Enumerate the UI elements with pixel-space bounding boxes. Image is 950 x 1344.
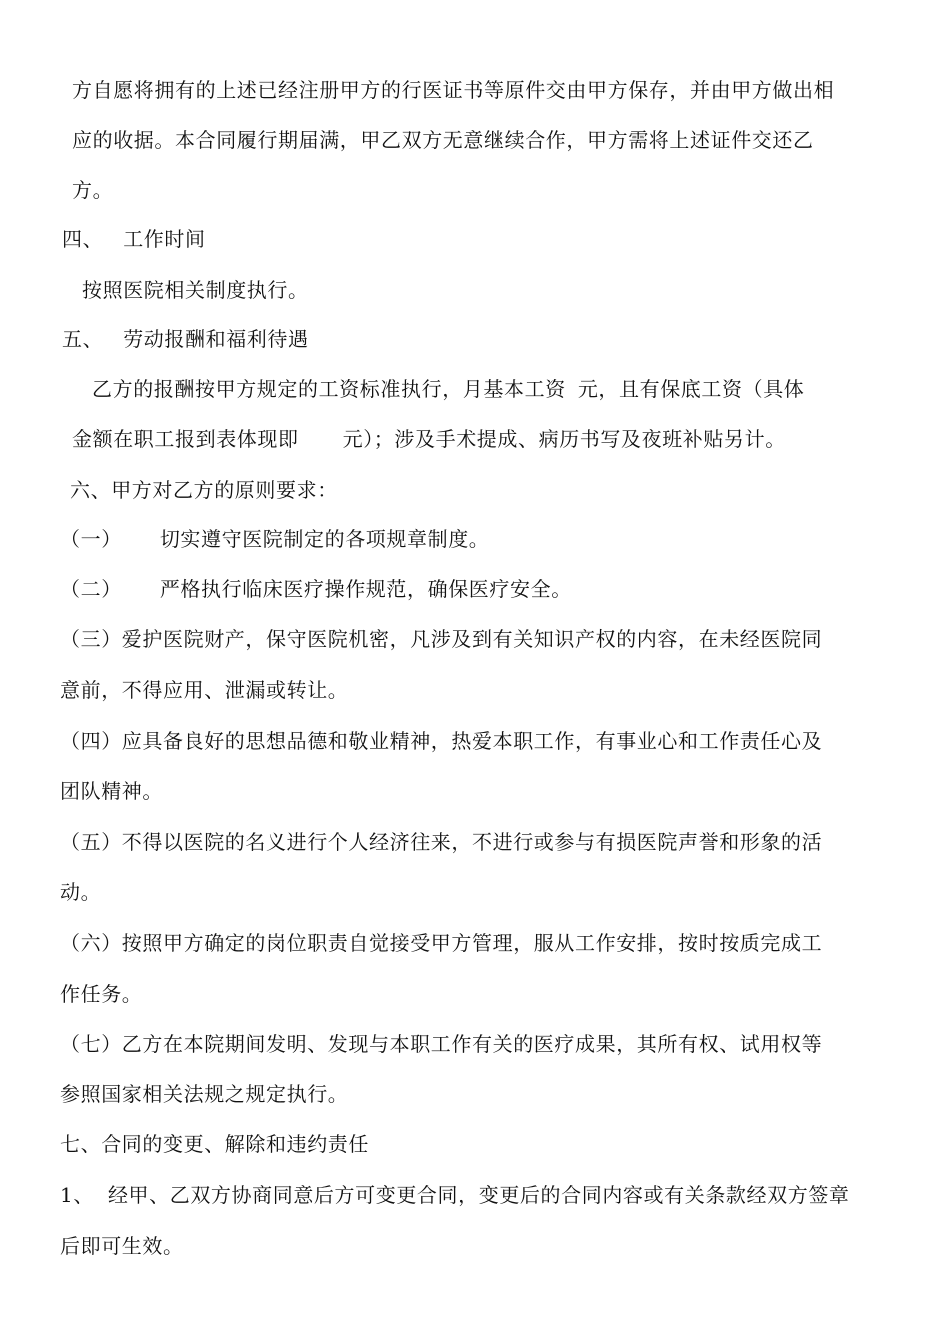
section-title: 六、甲方对乙方的原则要求： (70, 478, 338, 502)
section-title: 七、合同的变更、解除和违约责任 (60, 1132, 369, 1156)
paragraph-line (92, 376, 804, 402)
paragraph-line (72, 77, 834, 103)
clause-item-continued (60, 1233, 184, 1259)
list-item (60, 576, 572, 602)
list-text: 参照国家相关法规之规定执行。 (60, 1082, 349, 1106)
list-text: 作任务。 (60, 982, 143, 1006)
list-item (60, 526, 489, 552)
section-title: 工作时间 (123, 227, 206, 251)
list-text: （七）乙方在本院期间发明、发现与本职工作有关的医疗成果，其所有权、试用权等 (60, 1032, 823, 1056)
clause-number: 1、 (60, 1183, 94, 1207)
section-number: 五、 (62, 327, 104, 351)
list-text: （三）爱护医院财产，保守医院机密，凡涉及到有关知识产权的内容，在未经医院同 (60, 627, 823, 651)
section-heading-4 (62, 226, 206, 252)
list-text: 团队精神。 (60, 779, 163, 803)
list-item (60, 728, 822, 754)
clause-item (60, 1182, 850, 1208)
line-text: 乙方的报酬按甲方规定的工资标准执行，月基本工资 (92, 377, 566, 401)
list-number: （二） (60, 577, 122, 601)
list-number: （一） (60, 527, 122, 551)
section-title: 劳动报酬和福利待遇 (123, 327, 309, 351)
line-text: 元，且有保底工资（具体 (577, 377, 805, 401)
list-text: 意前，不得应用、泄漏或转让。 (60, 678, 349, 702)
list-item-continued (60, 981, 142, 1007)
line-text: 应的收据。本合同履行期届满，甲乙双方无意继续合作，甲方需将上述证件交还乙 (72, 128, 814, 152)
paragraph-line (72, 426, 786, 452)
section-heading-6 (70, 477, 338, 503)
list-text: 切实遵守医院制定的各项规章制度。 (159, 527, 490, 551)
list-item (60, 829, 822, 855)
line-text: 方自愿将拥有的上述已经注册甲方的行医证书等原件交由甲方保存，并由甲方做出相 (72, 78, 835, 102)
line-text: 方。 (72, 178, 114, 202)
section-heading-5 (62, 326, 309, 352)
paragraph-line (82, 277, 309, 303)
list-item-continued (60, 677, 348, 703)
line-text: 元）；涉及手术提成、病历书写及夜班补贴另计。 (342, 427, 786, 451)
line-text: 金额在职工报到表体现即 (72, 427, 299, 451)
clause-text: 经甲、乙双方协商同意后方可变更合同，变更后的合同内容或有关条款经双方签章 (107, 1183, 850, 1207)
list-text: （四）应具备良好的思想品德和敬业精神，热爱本职工作，有事业心和工作责任心及 (60, 729, 823, 753)
section-heading-7 (60, 1131, 369, 1157)
list-item (60, 626, 822, 652)
paragraph-line (72, 127, 814, 153)
list-item-continued (60, 879, 101, 905)
list-item-continued (60, 1081, 348, 1107)
list-text: （六）按照甲方确定的岗位职责自觉接受甲方管理，服从工作安排，按时按质完成工 (60, 931, 823, 955)
list-item (60, 1031, 822, 1057)
clause-text: 后即可生效。 (60, 1234, 184, 1258)
list-text: 严格执行临床医疗操作规范，确保医疗安全。 (159, 577, 572, 601)
list-item-continued (60, 778, 163, 804)
list-text: （五）不得以医院的名义进行个人经济往来，不进行或参与有损医院声誉和形象的活 (60, 830, 823, 854)
list-text: 动。 (60, 880, 102, 904)
line-text: 按照医院相关制度执行。 (82, 278, 309, 302)
section-number: 四、 (62, 227, 104, 251)
paragraph-line (72, 177, 113, 203)
list-item (60, 930, 822, 956)
